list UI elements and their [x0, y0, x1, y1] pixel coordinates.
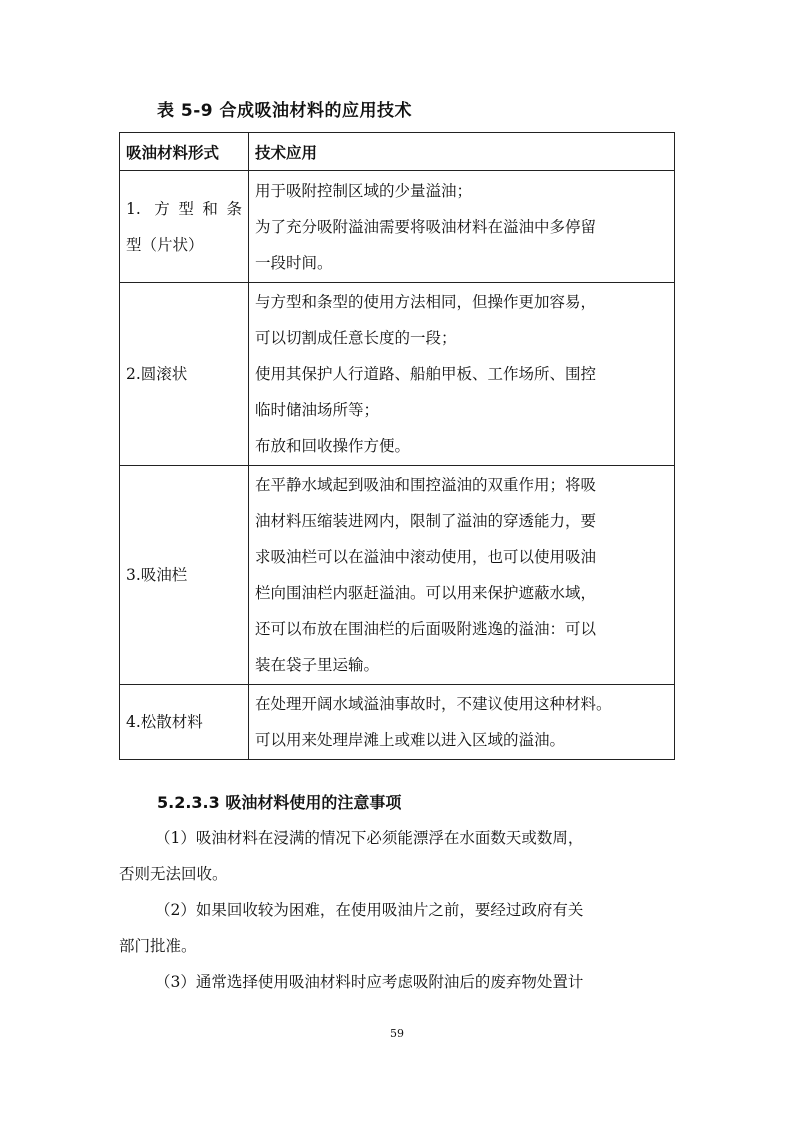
- table-row: [120, 685, 675, 760]
- tech-cell: 与方型和条型的使用方法相同，但操作更加容易， 可以切割成任意长度的一段； 使用其保护人行道路、船舶甲板、工作场所、围控 临时储油场所等； 布放和回收操作方便。: [249, 283, 675, 466]
- form-cell: 1. 方型和条 型（片状）: [120, 171, 249, 283]
- header-form: 吸油材料形式: [120, 133, 249, 171]
- form-cell: 3.吸油栏: [120, 466, 249, 685]
- paragraph-1: （1）吸油材料在浸满的情况下必须能漂浮在水面数天或数周， 否则无法回收。: [119, 829, 584, 883]
- table-caption: 表 5-9 合成吸油材料的应用技术: [157, 101, 413, 121]
- tech-cell: 在平静水域起到吸油和围控溢油的双重作用；将吸 油材料压缩装进网内，限制了溢油的穿透能力，要 求吸油栏可以在溢油中滚动使用，也可以使用吸油 栏向围油栏内驱赶溢油。可以用来保护遮蔽水域， 还可以布放在围油栏的后面吸附逃逸的溢油：可以 装在袋子里运输。: [249, 466, 675, 685]
- table-row: [120, 283, 675, 466]
- table-row: [120, 171, 675, 283]
- application-table: [119, 132, 675, 760]
- table-header-row: [120, 133, 675, 171]
- form-cell: 2.圆滚状: [120, 283, 249, 466]
- tech-cell: 在处理开阔水域溢油事故时，不建议使用这种材料。 可以用来处理岸滩上或难以进入区域的溢油。: [249, 685, 675, 760]
- paragraph-3: （3）通常选择使用吸油材料时应考虑吸附油后的废弃物处置计: [155, 973, 584, 991]
- form-cell: 4.松散材料: [120, 685, 249, 760]
- tech-cell: 用于吸附控制区域的少量溢油； 为了充分吸附溢油需要将吸油材料在溢油中多停留 一段时间。: [249, 171, 675, 283]
- section-heading: 5.2.3.3 吸油材料使用的注意事项: [157, 793, 402, 812]
- table-row: [120, 466, 675, 685]
- paragraph-2: （2）如果回收较为困难，在使用吸油片之前，要经过政府有关 部门批准。: [119, 901, 584, 955]
- page-number: 59: [390, 1027, 404, 1040]
- header-tech: 技术应用: [249, 133, 675, 171]
